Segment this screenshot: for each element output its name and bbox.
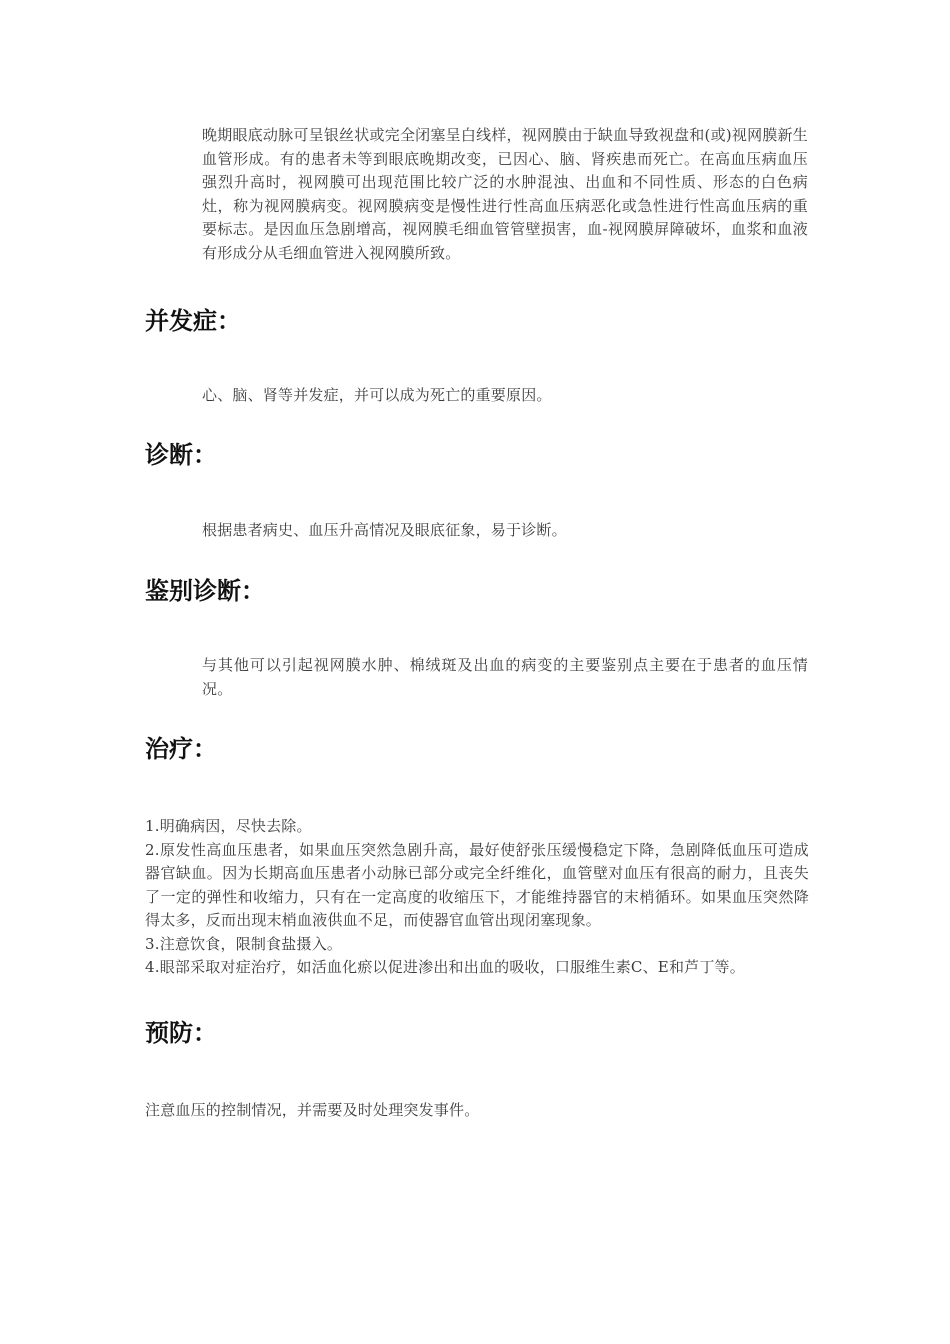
- differential-diagnosis-heading: 鉴别诊断：: [145, 577, 265, 605]
- treatment-item-4: 4.眼部采取对症治疗，如活血化瘀以促进渗出和出血的吸收，口服维生素C、E和芦丁等。: [145, 958, 745, 976]
- treatment-heading: 治疗：: [145, 735, 217, 763]
- treatment-item-3: 3.注意饮食，限制食盐摄入。: [145, 934, 343, 953]
- differential-diagnosis-paragraph: 与其他可以引起视网膜水肿、棉绒斑及出血的病变的主要鉴别点主要在于患者的血压情况。: [202, 656, 808, 698]
- diagnosis-paragraph: 根据患者病史、血压升高情况及眼底征象，易于诊断。: [202, 521, 567, 539]
- complications-paragraph: 心、脑、肾等并发症，并可以成为死亡的重要原因。: [202, 386, 552, 404]
- prevention-paragraph: 注意血压的控制情况，并需要及时处理突发事件。: [145, 1101, 480, 1119]
- prevention-heading: 预防：: [145, 1019, 217, 1047]
- intro-paragraph: 晚期眼底动脉可呈银丝状或完全闭塞呈白线样，视网膜由于缺血导致视盘和(或)视网膜新生血管形成。有的患者未等到眼底晚期改变，已因心、脑、肾疾患而死亡。在高血压病血压强烈升高时，视网膜可出现范围比较广泛的水肿混浊、出血和不同性质、形态的白色病灶，称为视网膜病变。视网膜病变是慢性进行性高血压病恶化或急性进行性高血压病的重要标志。是因血压急剧增高，视网膜毛细血管管壁损害，血-视网膜屏障破坏，血浆和血液有形成分从毛细血管进入视网膜所致。: [202, 126, 808, 262]
- diagnosis-heading: 诊断：: [145, 441, 217, 469]
- complications-heading: 并发症：: [145, 307, 241, 335]
- treatment-item-2: 2.原发性高血压患者，如果血压突然急剧升高，最好使舒张压缓慢稳定下降，急剧降低血压可造成器官缺血。因为长期高血压患者小动脉已部分或完全纤维化，血管壁对血压有很高的耐力，且丧失了一定的弹性和收缩力，只有在一定高度的收缩压下，才能维持器官的末梢循环。如果血压突然降得太多，反而出现末梢血液供血不足，而使器官血管出现闭塞现象。: [145, 840, 809, 929]
- treatment-list: [145, 815, 809, 980]
- treatment-item-1: 1.明确病因，尽快去除。: [145, 817, 312, 835]
